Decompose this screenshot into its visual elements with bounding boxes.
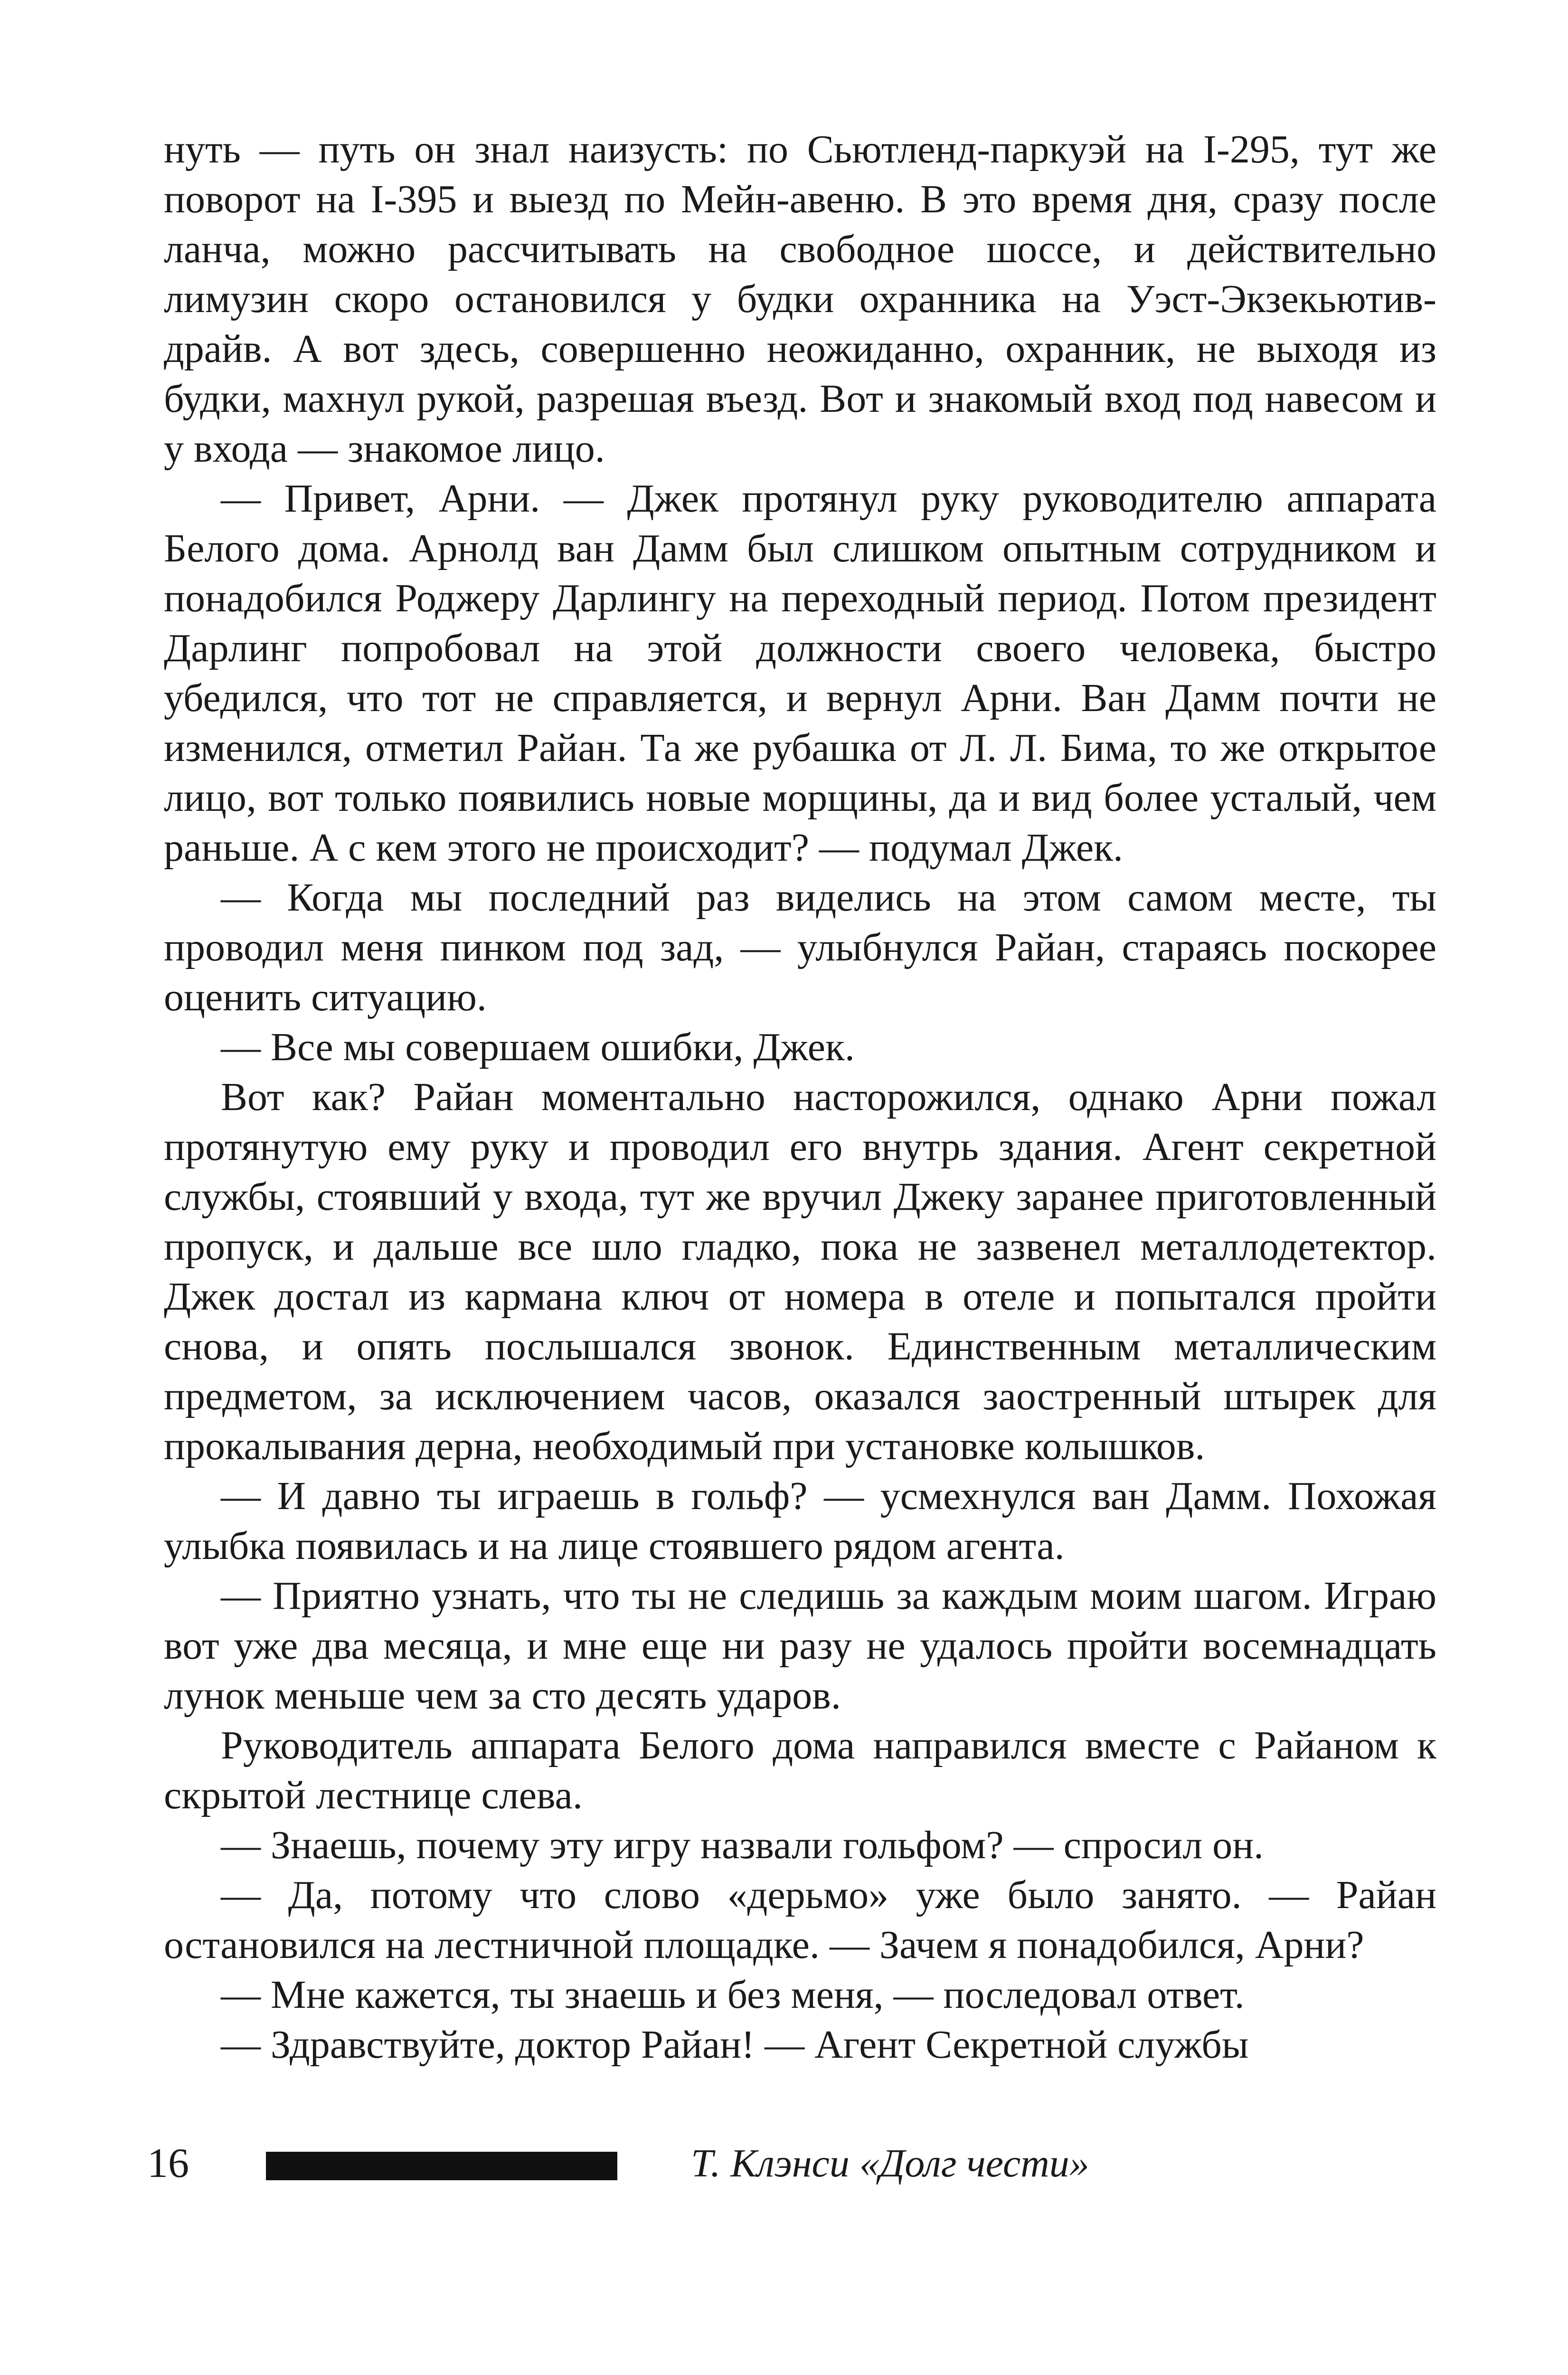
paragraph-11: — Мне кажется, ты знаешь и без меня, — последовал ответ. (221, 1973, 1245, 2017)
paragraph-12: — Здравствуйте, доктор Райан! — Агент Секретной службы (221, 2023, 1249, 2067)
decorative-footer-bar (266, 2152, 617, 2180)
paragraph-4: — Все мы совершаем ошибки, Джек. (221, 1025, 855, 1069)
paragraph-9: — Знаешь, почему эту игру назвали гольфом? — спросил он. (221, 1823, 1264, 1867)
running-title: Т. Клэнси «Долг чести» (691, 2141, 1089, 2185)
paragraph-2: — Привет, Арни. — Джек протянул руку руководителю аппарата Белого дома. Арнолд ван Дамм был слишком опытным сотрудником и понадобился Роджеру Дарлингу на переходный период. Потом президент Дарлинг попробовал на этой должности своего человека, быстро убедился, что тот не справляется, и вернул Арни. Ван Дамм почти не изменился, отметил Райан. Та же рубашка от Л. Л. Бима, то же открытое лицо, вот только появились новые морщины, да и вид более усталый, чем раньше. А с кем этого не происходит? — подумал Джек. (164, 476, 1436, 870)
paragraph-8: Руководитель аппарата Белого дома направился вместе с Райаном к скрытой лестнице слева. (164, 1723, 1436, 1817)
paragraph-1: нуть — путь он знал наизусть: по Сьютленд-паркуэй на I-295, тут же поворот на I-395 и выезд по Мейн-авеню. В это время дня, сразу после ланча, можно рассчитывать на свободное шоссе, и действительно лимузин скоро остановился у будки охранника на Уэст-Экзекьютив-драйв. А вот здесь, совершенно неожиданно, охранник, не выходя из будки, махнул рукой, разрешая въезд. Вот и знакомый вход под навесом и у входа — знакомое лицо. (164, 127, 1436, 471)
paragraph-5: Вот как? Райан моментально насторожился, однако Арни пожал протянутую ему руку и проводил его внутрь здания. Агент секретной службы, стоявший у входа, тут же вручил Джеку заранее приготовленный пропуск, и дальше все шло гладко, пока не зазвенел металлодетектор. Джек достал из кармана ключ от номера в отеле и попытался пройти снова, и опять послышался звонок. Единственным металлическим предметом, за исключением часов, оказался заостренный штырек для прокалывания дерна, необходимый при установке колышков. (164, 1075, 1436, 1468)
paragraph-10: — Да, потому что слово «дерьмо» уже было занято. — Райан остановился на лестничной площадке. — Зачем я понадобился, Арни? (164, 1873, 1436, 1967)
page-footer (147, 2138, 1439, 2194)
paragraph-7: — Приятно узнать, что ты не следишь за каждым моим шагом. Играю вот уже два месяца, и мне еще ни разу не удалось пройти восемнадцать лунок меньше чем за сто десять ударов. (164, 1574, 1436, 1718)
page-body (164, 124, 1436, 2070)
paragraph-3: — Когда мы последний раз виделись на этом самом месте, ты проводил меня пинком под зад, — улыбнулся Райан, стараясь поскорее оценить ситуацию. (164, 875, 1436, 1019)
paragraph-6: — И давно ты играешь в гольф? — усмехнулся ван Дамм. Похожая улыбка появилась и на лице стоявшего рядом агента. (164, 1474, 1436, 1568)
page-number: 16 (147, 2140, 189, 2186)
